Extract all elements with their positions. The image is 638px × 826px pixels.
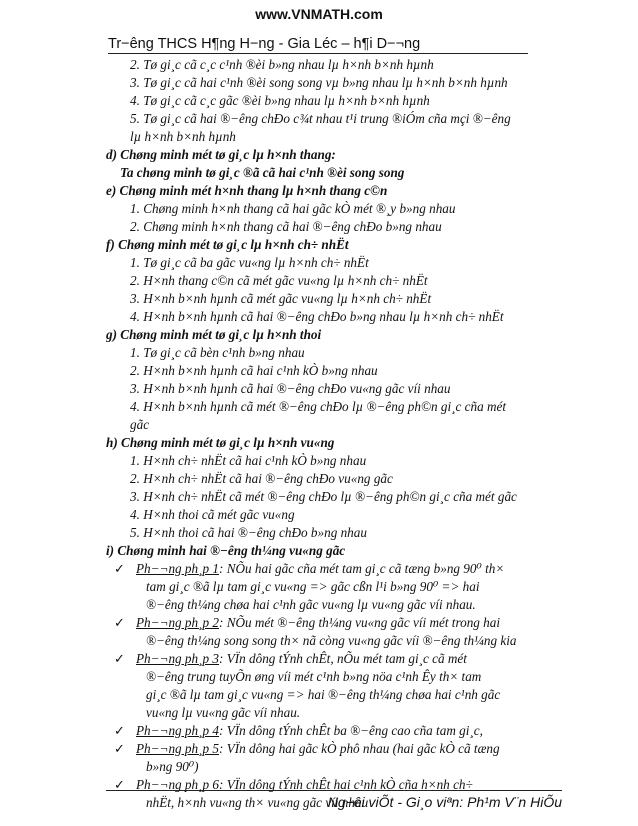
line-text: f) Chøng minh mét tø gi¸c lµ h×nh ch÷ nhËt [106, 237, 349, 252]
line-text: : VÏn dông tÝnh chÊt hai c¹nh kÒ cña h×nh ch÷ [219, 777, 473, 792]
section-heading [106, 542, 562, 560]
text-line [106, 758, 562, 776]
text-line [106, 740, 562, 758]
text-line [106, 560, 562, 578]
line-text: b»ng 90⁰) [146, 759, 199, 774]
line-text: : NÕu hai gãc cña mét tam gi¸c cã tæng b»ng 90⁰ th× [219, 561, 505, 576]
line-text: : VÏn dông tÝnh chÊt, nÕu mét tam gi¸c cã mét [219, 651, 467, 666]
text-line [106, 596, 562, 614]
checkmark-icon: ✓ [114, 651, 126, 666]
line-text: ®−êng th¼ng chøa hai c¹nh gãc vu«ng lµ vu«ng gãc víi nhau. [146, 597, 476, 612]
line-text: vu«ng lµ vu«ng gãc víi nhau. [146, 705, 301, 720]
line-text: 2. Chøng minh h×nh thang cã hai ®−êng chÐo b»ng nhau [130, 219, 442, 234]
line-text: 4. H×nh b×nh hµnh cã mét ®−êng chÐo lµ ®−êng ph©n gi¸c cña mét [130, 399, 507, 414]
text-line [106, 470, 562, 488]
section-heading [106, 434, 562, 452]
line-text: g) Chøng minh mét tø gi¸c lµ h×nh thoi [106, 327, 322, 342]
line-text: i) Chøng minh hai ®−êng th¼ng vu«ng gãc [106, 543, 346, 558]
section-heading [106, 182, 562, 200]
text-line [106, 218, 562, 236]
line-text: h) Chøng minh mét tø gi¸c lµ h×nh vu«ng [106, 435, 335, 450]
section-heading [106, 326, 562, 344]
checkmark-icon: ✓ [114, 777, 126, 792]
section-heading [106, 146, 562, 164]
text-line [106, 524, 562, 542]
line-text: nhËt, h×nh vu«ng th× vu«ng gãc víi nhau [146, 795, 369, 810]
text-line [106, 398, 562, 416]
line-text: gãc [130, 417, 150, 432]
text-line [106, 578, 562, 596]
text-line [106, 506, 562, 524]
text-line [106, 488, 562, 506]
line-text: 4. Tø gi¸c cã c¸c gãc ®èi b»ng nhau lµ h×nh b×nh hµnh [130, 93, 430, 108]
page-header: Tr−êng THCS H¶ng H−ng - Gia Léc – h¶i D−¬ng [108, 36, 528, 54]
text-line [106, 668, 562, 686]
line-text: Ta chøng minh tø gi¸c ®ã cã hai c¹nh ®èi song song [120, 165, 405, 180]
text-line [106, 686, 562, 704]
text-line [106, 452, 562, 470]
text-line [106, 74, 562, 92]
line-text: : VÏn dông tÝnh chÊt ba ®−êng cao cña tam gi¸c, [219, 723, 483, 738]
text-line [106, 200, 562, 218]
checkmark-icon: ✓ [114, 723, 126, 738]
line-text: 1. Chøng minh h×nh thang cã hai gãc kÒ mét ®¸y b»ng nhau [130, 201, 456, 216]
method-label: Ph−¬ng ph¸p 2 [136, 615, 219, 630]
method-label: Ph−¬ng ph¸p 1 [136, 561, 219, 576]
text-line [106, 344, 562, 362]
text-line [106, 722, 562, 740]
page-footer: Ng−êi viÕt - Gi¸o viªn: Ph¹m V¨n HiÕu [106, 790, 562, 810]
line-text: : NÕu mét ®−êng th¼ng vu«ng gãc víi mét trong hai [219, 615, 501, 630]
text-line [106, 254, 562, 272]
line-text: e) Chøng minh mét h×nh thang lµ h×nh thang c©n [106, 183, 388, 198]
line-text: 3. H×nh b×nh hµnh cã mét gãc vu«ng lµ h×nh ch÷ nhËt [130, 291, 432, 306]
line-text: 3. Tø gi¸c cã hai c¹nh ®èi song song vµ b»ng nhau lµ h×nh b×nh hµnh [130, 75, 508, 90]
text-line [106, 650, 562, 668]
document-body [106, 56, 562, 812]
line-text: 2. H×nh ch÷ nhËt cã hai ®−êng chÐo vu«ng gãc [130, 471, 393, 486]
method-label: Ph−¬ng ph¸p 3 [136, 651, 219, 666]
line-text: 1. H×nh ch÷ nhËt cã hai c¹nh kÒ b»ng nhau [130, 453, 367, 468]
section-heading [106, 236, 562, 254]
text-line [106, 614, 562, 632]
text-line [106, 632, 562, 650]
line-text: ®−êng trung tuyÕn øng víi mét c¹nh b»ng nöa c¹nh Êy th× tam [146, 669, 482, 684]
method-label: Ph−¬ng ph¸p 4 [136, 723, 219, 738]
text-line [106, 128, 562, 146]
text-line [106, 164, 562, 182]
line-text: 3. H×nh b×nh hµnh cã hai ®−êng chÐo vu«ng gãc víi nhau [130, 381, 451, 396]
site-url: www.VNMATH.com [255, 6, 383, 22]
text-line [106, 704, 562, 722]
method-label: Ph−¬ng ph¸p 6 [136, 777, 219, 792]
text-line [106, 56, 562, 74]
text-line [106, 362, 562, 380]
line-text: 5. Tø gi¸c cã hai ®−êng chÐo c¾t nhau t¹i trung ®iÓm cña mçi ®−êng [130, 111, 511, 126]
line-text: 1. Tø gi¸c cã ba gãc vu«ng lµ h×nh ch÷ nhËt [130, 255, 369, 270]
line-text: 4. H×nh thoi cã mét gãc vu«ng [130, 507, 295, 522]
text-line [106, 380, 562, 398]
line-text: 5. H×nh thoi cã hai ®−êng chÐo b»ng nhau [130, 525, 367, 540]
text-line [106, 272, 562, 290]
method-label: Ph−¬ng ph¸p 5 [136, 741, 219, 756]
line-text: d) Chøng minh mét tø gi¸c lµ h×nh thang: [106, 147, 336, 162]
line-text: 3. H×nh ch÷ nhËt cã mét ®−êng chÐo lµ ®−êng ph©n gi¸c cña mét gãc [130, 489, 517, 504]
text-line [106, 110, 562, 128]
checkmark-icon: ✓ [114, 615, 126, 630]
line-text: 2. H×nh b×nh hµnh cã hai c¹nh kÒ b»ng nhau [130, 363, 378, 378]
text-line [106, 308, 562, 326]
line-text: : VÏn dông hai gãc kÒ phô nhau (hai gãc kÒ cã tæng [219, 741, 500, 756]
checkmark-icon: ✓ [114, 561, 126, 576]
line-text: gi¸c ®ã lµ tam gi¸c vu«ng => hai ®−êng th¼ng chøa hai c¹nh gãc [146, 687, 501, 702]
checkmark-icon: ✓ [114, 741, 126, 756]
line-text: ®−êng th¼ng song song th× nã còng vu«ng gãc víi ®−êng th¼ng kia [146, 633, 517, 648]
line-text: lµ h×nh b×nh hµnh [130, 129, 236, 144]
line-text: 4. H×nh b×nh hµnh cã hai ®−êng chÐo b»ng nhau lµ h×nh ch÷ nhËt [130, 309, 504, 324]
line-text: 2. H×nh thang c©n cã mét gãc vu«ng lµ h×nh ch÷ nhËt [130, 273, 428, 288]
text-line [106, 92, 562, 110]
text-line [106, 290, 562, 308]
line-text: 2. Tø gi¸c cã c¸c c¹nh ®èi b»ng nhau lµ h×nh b×nh hµnh [130, 57, 434, 72]
line-text: tam gi¸c ®ã lµ tam gi¸c vu«ng => gãc cßn l¹i b»ng 90⁰ => hai [146, 579, 480, 594]
line-text: 1. Tø gi¸c cã bèn c¹nh b»ng nhau [130, 345, 305, 360]
text-line [106, 416, 562, 434]
